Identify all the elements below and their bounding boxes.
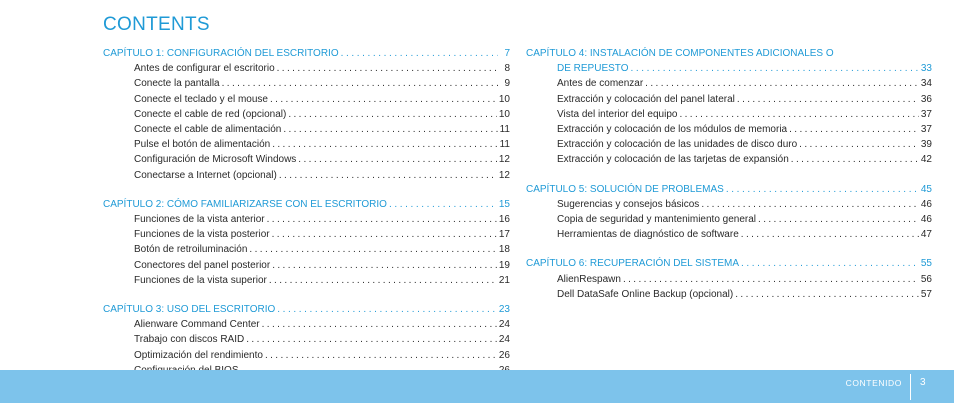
toc-page-number: 23 <box>498 304 510 316</box>
toc-entry-label: Extracción y colocación de los módulos de memoria <box>557 124 788 136</box>
toc-entry-label: CAPÍTULO 1: CONFIGURACIÓN DEL ESCRITORIO <box>103 48 339 59</box>
toc-entry-label: Botón de retroiluminación <box>134 244 248 256</box>
chapter-heading[interactable] <box>103 197 510 212</box>
footer-section-label: CONTENIDO <box>845 378 902 388</box>
footer-divider <box>910 374 911 400</box>
toc-chapter <box>103 302 510 378</box>
dot-leader <box>726 182 919 197</box>
toc-page-number: 34 <box>920 78 932 90</box>
toc-entry-label: Herramientas de diagnóstico de software <box>557 229 739 241</box>
toc-page-number: 37 <box>920 108 932 120</box>
dot-leader <box>389 197 497 212</box>
toc-entry-label: Vista del interior del equipo <box>557 108 678 120</box>
toc-entry[interactable] <box>103 122 510 137</box>
toc-page-number: 42 <box>920 154 932 166</box>
dot-leader <box>222 76 498 91</box>
toc-entry-label: AlienRespawn <box>557 273 621 285</box>
toc-page-number: 11 <box>499 124 510 136</box>
toc-page-number: 24 <box>498 319 510 331</box>
toc-page-number: 21 <box>498 274 510 286</box>
toc-entry-label: Conecte la pantalla <box>134 78 220 90</box>
toc-entry[interactable] <box>103 107 510 122</box>
toc-page-number: 45 <box>920 183 932 195</box>
dot-leader <box>277 61 498 76</box>
dot-leader <box>265 348 497 363</box>
toc-entry-label: Conecte el teclado y el mouse <box>134 93 268 105</box>
toc-right-column <box>526 46 932 316</box>
toc-page-number: 17 <box>498 229 510 241</box>
toc-entry[interactable] <box>526 287 932 302</box>
toc-entry-label: Funciones de la vista superior <box>134 274 267 286</box>
dot-leader <box>737 92 919 107</box>
toc-entry[interactable] <box>103 258 510 273</box>
toc-entry-label: Pulse el botón de alimentación <box>134 139 271 151</box>
toc-page-number: 36 <box>920 93 932 105</box>
toc-page-number: 16 <box>498 214 510 226</box>
toc-entry-label: Conecte el cable de red (opcional) <box>134 108 287 120</box>
toc-page-number: 10 <box>498 108 510 120</box>
toc-entry-label: Funciones de la vista anterior <box>134 214 265 226</box>
chapter-heading[interactable] <box>526 256 932 271</box>
toc-entry-label: Conectores del panel posterior <box>134 259 271 271</box>
toc-entry[interactable] <box>526 76 932 91</box>
toc-page-number: 47 <box>920 229 932 241</box>
footer-bar <box>0 370 954 403</box>
toc-entry[interactable] <box>103 332 510 347</box>
toc-page-number: 39 <box>920 139 932 151</box>
chapter-heading[interactable] <box>526 182 932 197</box>
toc-entry-label: CAPÍTULO 5: SOLUCIÓN DE PROBLEMAS <box>526 183 724 195</box>
dot-leader <box>758 212 919 227</box>
dot-leader <box>741 256 919 271</box>
toc-entry[interactable] <box>103 242 510 257</box>
toc-entry[interactable] <box>526 227 932 242</box>
toc-entry[interactable] <box>526 107 932 122</box>
toc-entry-label: Copia de seguridad y mantenimiento general <box>557 214 757 226</box>
dot-leader <box>246 332 497 347</box>
toc-entry[interactable] <box>526 92 932 107</box>
toc-entry-label: Conectarse a Internet (opcional) <box>134 169 277 181</box>
toc-entry[interactable] <box>526 122 932 137</box>
toc-entry-label: Extracción y colocación de las unidades de disco duro <box>557 139 798 151</box>
toc-chapter <box>526 182 932 243</box>
toc-page-number: 46 <box>920 214 932 226</box>
dot-leader <box>631 61 919 76</box>
toc-chapter <box>526 256 932 302</box>
dot-leader <box>288 107 497 122</box>
toc-entry[interactable] <box>103 61 510 76</box>
toc-entry[interactable] <box>103 273 510 288</box>
dot-leader <box>270 92 497 107</box>
dot-leader <box>283 122 497 137</box>
dot-leader <box>791 152 919 167</box>
dot-leader <box>679 107 918 122</box>
dot-leader <box>279 168 497 183</box>
footer-page-number: 3 <box>920 377 926 388</box>
toc-page-number: 37 <box>920 124 932 136</box>
chapter-heading[interactable] <box>103 46 510 61</box>
dot-leader <box>645 76 919 91</box>
dot-leader <box>262 317 497 332</box>
toc-page-number: 15 <box>498 198 510 210</box>
toc-entry[interactable] <box>103 212 510 227</box>
dot-leader <box>272 227 497 242</box>
toc-page-number: 26 <box>498 349 510 361</box>
toc-page-number: 18 <box>498 244 510 256</box>
toc-entry[interactable] <box>103 227 510 242</box>
toc-entry-label: Extracción y colocación del panel lateral <box>557 93 735 105</box>
toc-entry-label: Sugerencias y consejos básicos <box>557 198 700 210</box>
toc-entry[interactable] <box>103 152 510 167</box>
toc-page-number: 57 <box>920 288 932 300</box>
page-title: CONTENTS <box>103 14 210 35</box>
toc-entry[interactable] <box>103 137 510 152</box>
toc-entry-label: Conecte el cable de alimentación <box>134 124 282 136</box>
dot-leader <box>249 242 496 257</box>
toc-entry[interactable] <box>526 272 932 287</box>
toc-page-number: 8 <box>504 63 510 75</box>
toc-page-number: 7 <box>504 48 510 59</box>
toc-entry[interactable] <box>103 92 510 107</box>
toc-entry[interactable] <box>526 212 932 227</box>
toc-page-number: 12 <box>498 169 510 181</box>
toc-entry-label: CAPÍTULO 3: USO DEL ESCRITORIO <box>103 304 276 316</box>
dot-leader <box>799 137 919 152</box>
toc-page-number: 55 <box>920 258 932 270</box>
toc-entry[interactable] <box>526 137 932 152</box>
dot-leader <box>789 122 919 137</box>
toc-chapter <box>103 46 510 183</box>
toc-page-number: 9 <box>504 78 510 90</box>
toc-entry-label: Dell DataSafe Online Backup (opcional) <box>557 288 734 300</box>
dot-leader <box>735 287 919 302</box>
dot-leader <box>298 152 497 167</box>
chapter-heading[interactable] <box>526 46 932 61</box>
chapter-heading[interactable] <box>103 302 510 317</box>
toc-entry-label: Alienware Command Center <box>134 319 260 331</box>
toc-entry-label: Trabajo con discos RAID <box>134 334 245 346</box>
toc-entry[interactable] <box>103 168 510 183</box>
toc-entry-label: Antes de comenzar <box>557 78 644 90</box>
toc-page-number: 12 <box>498 154 510 166</box>
toc-entry[interactable] <box>526 152 932 167</box>
toc-entry[interactable] <box>526 197 932 212</box>
toc-entry[interactable] <box>103 348 510 363</box>
toc-entry[interactable] <box>103 76 510 91</box>
toc-page-number: 46 <box>920 198 932 210</box>
dot-leader <box>741 227 919 242</box>
dot-leader <box>272 258 497 273</box>
toc-entry-label: Antes de configurar el escritorio <box>134 63 275 75</box>
toc-entry-label: CAPÍTULO 4: INSTALACIÓN DE COMPONENTES ADICIONALES O <box>526 48 834 59</box>
toc-entry-label: CAPÍTULO 6: RECUPERACIÓN DEL SISTEMA <box>526 258 740 270</box>
toc-entry-label: Funciones de la vista posterior <box>134 229 270 241</box>
toc-page-number: 11 <box>499 139 510 151</box>
toc-page-number: 24 <box>498 334 510 346</box>
chapter-heading-continued[interactable] <box>526 61 932 76</box>
dot-leader <box>272 137 497 152</box>
dot-leader <box>623 272 919 287</box>
toc-entry-label: DE REPUESTO <box>557 63 629 75</box>
toc-chapter <box>526 46 932 168</box>
toc-page-number: 33 <box>920 63 932 75</box>
dot-leader <box>277 302 497 317</box>
dot-leader <box>269 273 497 288</box>
toc-chapter <box>103 197 510 288</box>
toc-entry-label: Optimización del rendimiento <box>134 349 263 361</box>
toc-entry-label: Extracción y colocación de las tarjetas de expansión <box>557 154 789 166</box>
dot-leader <box>267 212 497 227</box>
dot-leader <box>341 46 498 61</box>
toc-entry-label: CAPÍTULO 2: CÓMO FAMILIARIZARSE CON EL ESCRITORIO <box>103 198 387 210</box>
toc-entry[interactable] <box>103 317 510 332</box>
toc-page-number: 19 <box>498 259 510 271</box>
toc-page-number: 10 <box>498 93 510 105</box>
toc-left-column <box>103 46 510 392</box>
dot-leader <box>701 197 919 212</box>
toc-page-number: 56 <box>920 273 932 285</box>
toc-entry-label: Configuración de Microsoft Windows <box>134 154 297 166</box>
